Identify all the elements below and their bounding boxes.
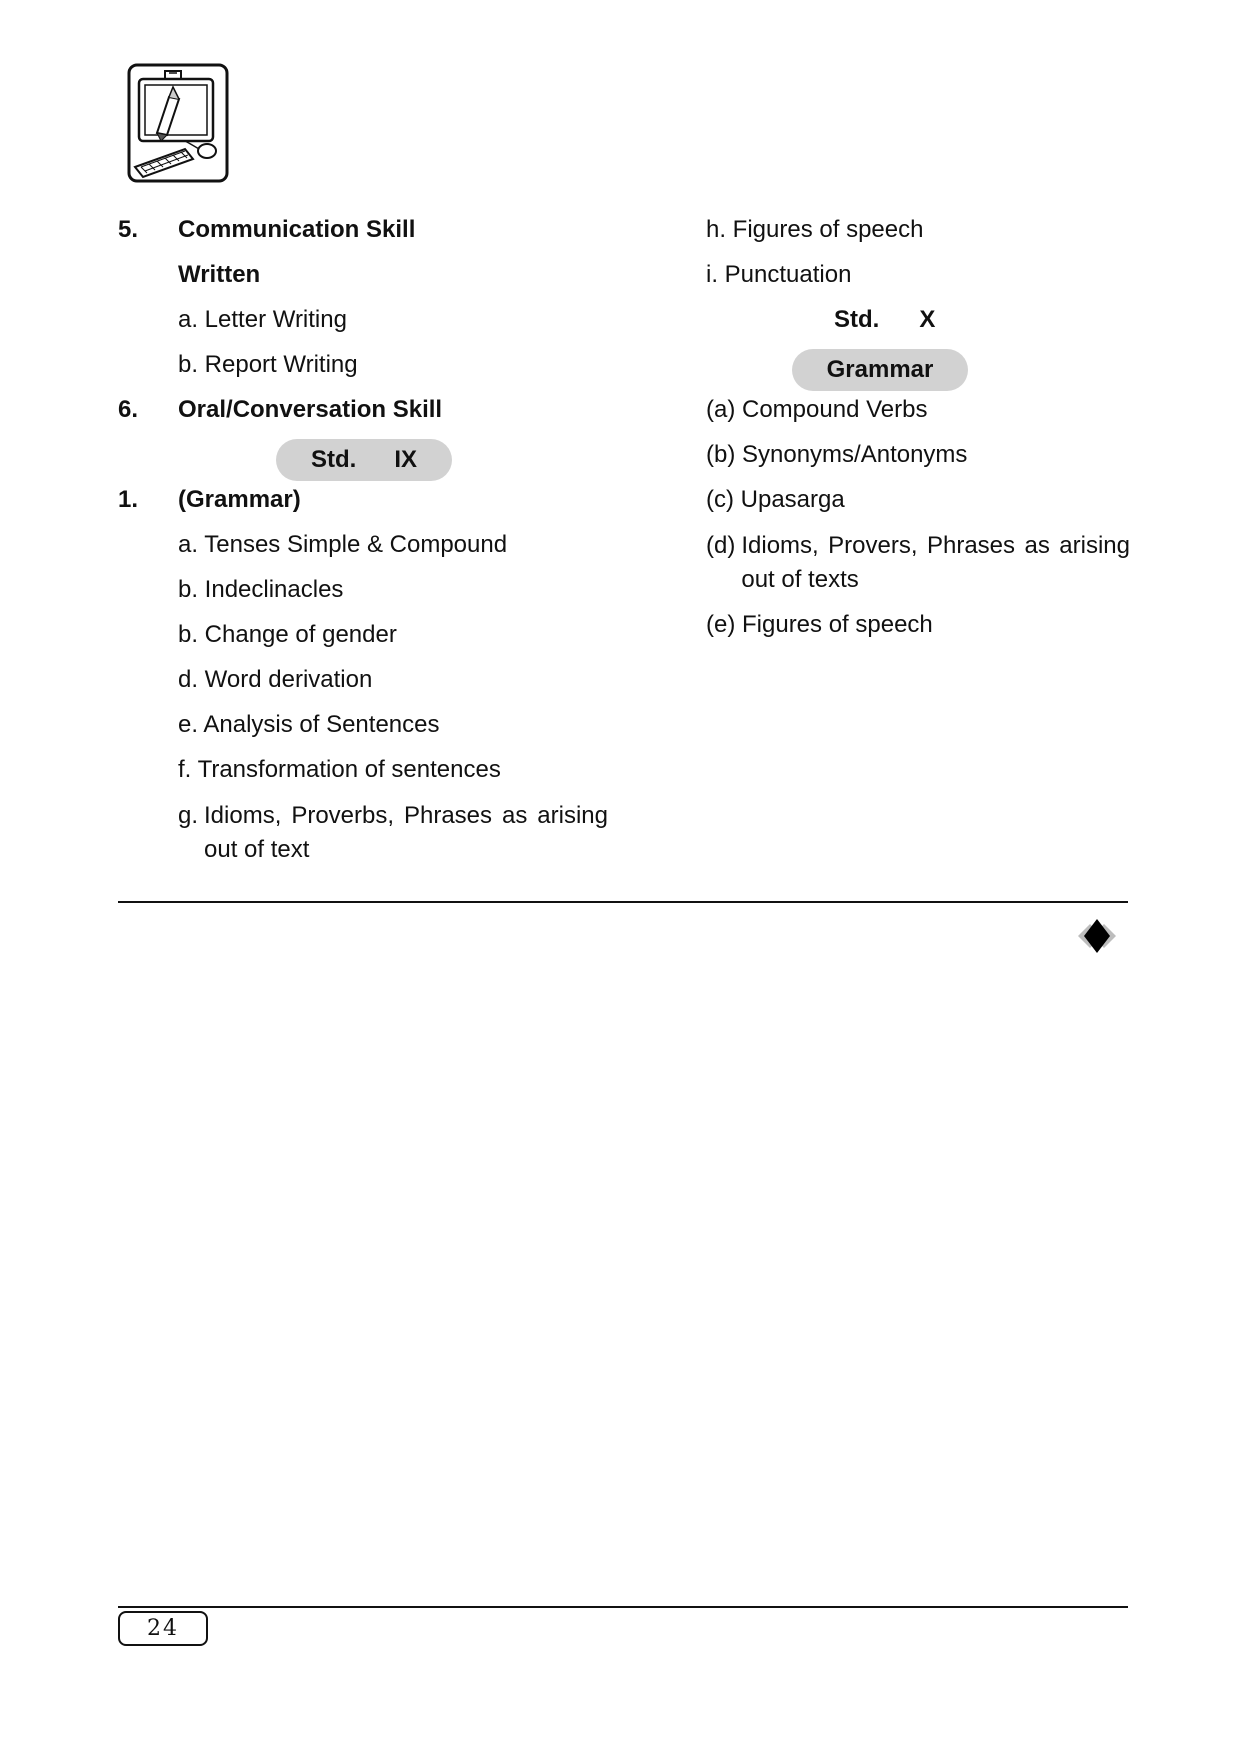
list-item-text: Idioms, Provers, Phrases as arising out of texts	[741, 532, 1130, 593]
section-number: 1.	[118, 486, 139, 513]
list-item-label: (d)	[706, 532, 736, 559]
section-title: Oral/Conversation Skill	[178, 396, 443, 423]
section-grammar	[118, 484, 608, 529]
grammar-heading-row	[706, 349, 1130, 394]
list-item: d. Word derivation	[178, 666, 373, 693]
computer-drawing-icon	[127, 63, 229, 183]
grammar-badge: Grammar	[792, 349, 968, 391]
section-number: 5.	[118, 216, 139, 243]
list-item	[706, 529, 1130, 597]
list-item: f. Transformation of sentences	[178, 756, 501, 783]
std-value: IX	[394, 446, 417, 473]
list-item: (b) Synonyms/Antonyms	[706, 441, 968, 468]
list-item: (a) Compound Verbs	[706, 396, 928, 423]
list-item: h. Figures of speech	[706, 216, 924, 243]
std-label: Std.	[310, 446, 357, 473]
std-value: X	[919, 306, 936, 333]
list-item: e. Analysis of Sentences	[178, 711, 440, 738]
left-column	[118, 214, 608, 879]
list-item: a. Tenses Simple & Compound	[178, 531, 508, 558]
section-oral-conversation	[118, 394, 608, 439]
list-item: b. Indeclinacles	[178, 576, 344, 603]
subsection-written: Written	[178, 261, 261, 288]
right-column	[706, 214, 1130, 654]
std-ix-row	[118, 439, 608, 484]
list-item: a. Letter Writing	[178, 306, 347, 333]
section-number: 6.	[118, 396, 139, 423]
list-item: (c) Upasarga	[706, 486, 845, 513]
list-item: b. Report Writing	[178, 351, 358, 378]
section-title: Communication Skill	[178, 216, 416, 243]
list-item	[118, 799, 608, 867]
std-label: Std.	[834, 306, 880, 333]
list-item-text: Idioms, Proverbs, Phrases as arising out of text	[204, 802, 608, 863]
list-item: b. Change of gender	[178, 621, 397, 648]
list-item: (e) Figures of speech	[706, 611, 933, 638]
page-number: 24	[118, 1611, 208, 1646]
std-x-heading	[706, 304, 1130, 349]
diamond-ornament-icon	[1064, 914, 1130, 958]
section-title: (Grammar)	[178, 486, 301, 513]
section-divider	[118, 901, 1128, 903]
footer-divider	[118, 1606, 1128, 1608]
section-communication-skill	[118, 214, 608, 259]
list-item: i. Punctuation	[706, 261, 852, 288]
list-item-label: g.	[178, 802, 199, 829]
std-ix-badge	[276, 439, 452, 481]
